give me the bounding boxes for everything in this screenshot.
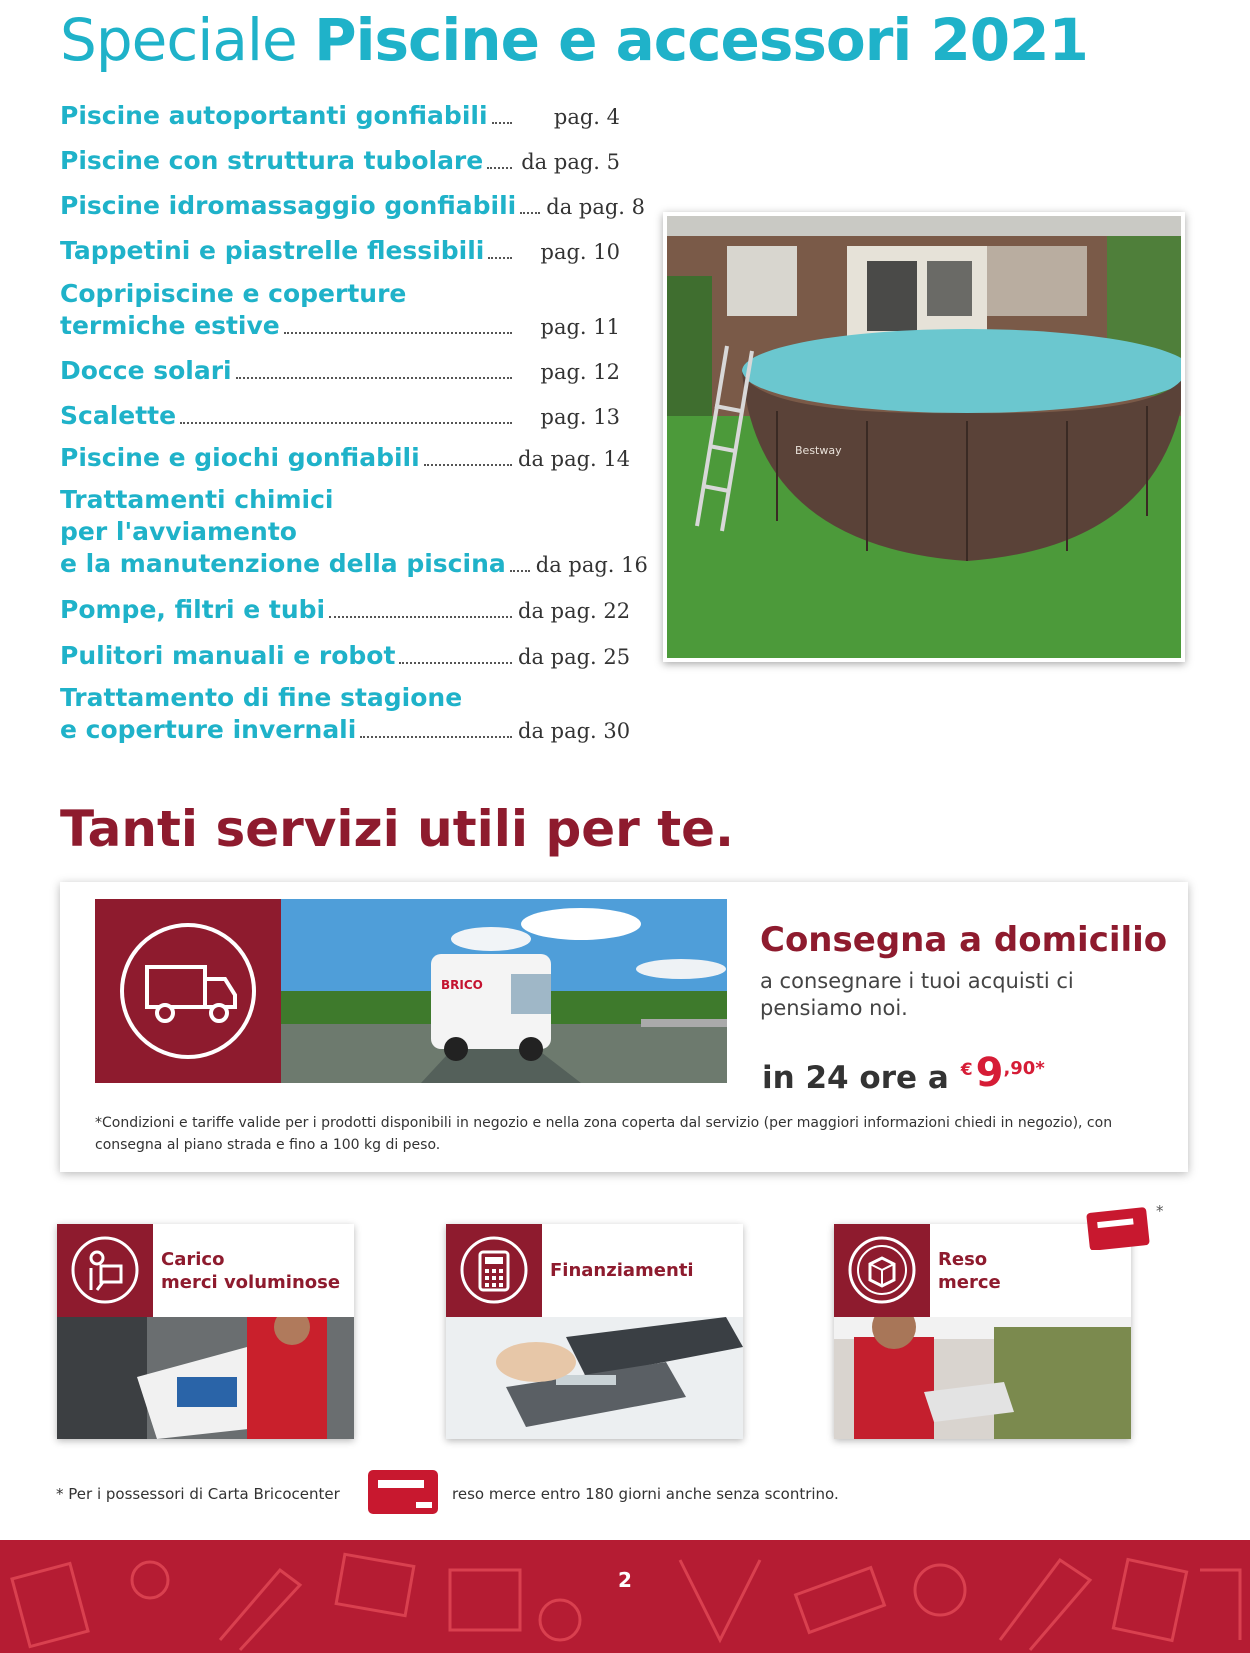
toc-page: da pag. 16 bbox=[535, 553, 648, 577]
toc-label: termiche estive bbox=[60, 311, 280, 340]
calculator-icon bbox=[446, 1224, 542, 1317]
toc-page: pag. 11 bbox=[540, 315, 620, 339]
title-light: Speciale bbox=[60, 6, 297, 74]
delivery-subtitle: a consegnare i tuoi acquisti ci pensiamo noi. bbox=[760, 969, 1074, 1020]
toc-leader bbox=[329, 616, 512, 618]
toc-label: Piscine idromassaggio gonfiabili bbox=[60, 191, 517, 220]
loyalty-card-image bbox=[366, 1468, 440, 1516]
toc-page: da pag. 22 bbox=[518, 599, 631, 623]
delivery-icon-box bbox=[95, 899, 281, 1083]
delivery-title: Consegna a domicilio bbox=[760, 920, 1168, 960]
toc-page: pag. 12 bbox=[540, 360, 620, 384]
toc-item[interactable] bbox=[60, 682, 631, 747]
toc-page: da pag. 14 bbox=[518, 447, 631, 471]
toc-label: Tappetini e piastrelle flessibili bbox=[60, 236, 485, 265]
toc-page: pag. 4 bbox=[553, 105, 620, 129]
toc-item[interactable] bbox=[60, 355, 620, 388]
footnote-left: * Per i possessori di Carta Bricocenter bbox=[56, 1485, 340, 1503]
toc-leader bbox=[520, 212, 540, 214]
service-label bbox=[938, 1248, 1128, 1294]
toc-item[interactable] bbox=[60, 100, 620, 133]
toc-leader bbox=[492, 122, 512, 124]
toc-leader bbox=[284, 332, 512, 334]
page-title bbox=[60, 6, 1088, 74]
icon-box bbox=[834, 1224, 930, 1317]
truck-icon bbox=[95, 899, 281, 1083]
toc-item[interactable] bbox=[60, 190, 646, 223]
toc-item[interactable] bbox=[60, 594, 631, 627]
toc-label: Copripiscine e coperture bbox=[60, 279, 407, 308]
toc-label: Docce solari bbox=[60, 356, 232, 385]
toc-label: Trattamento di fine stagione bbox=[60, 683, 463, 712]
toc-label: e la manutenzione della piscina bbox=[60, 549, 506, 578]
price-decimals: ,90* bbox=[1003, 1058, 1045, 1079]
sticker-asterisk: * bbox=[1156, 1202, 1164, 1220]
toc-leader bbox=[487, 167, 512, 169]
services-heading: Tanti servizi utili per te. bbox=[60, 800, 735, 858]
toc-item[interactable] bbox=[60, 235, 620, 268]
toc-label: Pulitori manuali e robot bbox=[60, 641, 396, 670]
service-label-line: merci voluminose bbox=[161, 1272, 341, 1293]
footnote-right: reso merce entro 180 giorni anche senza scontrino. bbox=[452, 1485, 839, 1503]
toc-page: da pag. 30 bbox=[518, 719, 631, 743]
loyalty-card-icon bbox=[1086, 1206, 1152, 1250]
pool-photo bbox=[663, 212, 1185, 662]
toc-item[interactable] bbox=[60, 640, 631, 673]
service-label-line: merce bbox=[938, 1272, 1001, 1293]
delivery-van-photo bbox=[281, 899, 727, 1083]
toc-label: Scalette bbox=[60, 401, 177, 430]
pool-brand-text: Bestway bbox=[795, 444, 842, 457]
van-brand-text: BRICO bbox=[441, 978, 483, 992]
toc-item[interactable] bbox=[60, 400, 620, 433]
icon-box bbox=[446, 1224, 542, 1317]
toc-leader bbox=[399, 662, 512, 664]
icon-box bbox=[57, 1224, 153, 1317]
title-bold: Piscine e accessori 2021 bbox=[314, 6, 1088, 74]
toc-leader bbox=[488, 257, 512, 259]
toc-page: pag. 13 bbox=[540, 405, 620, 429]
service-label-line: Finanziamenti bbox=[550, 1260, 694, 1281]
toc-leader bbox=[236, 377, 512, 379]
toc-label: Pompe, filtri e tubi bbox=[60, 595, 326, 624]
toc-item[interactable] bbox=[60, 278, 620, 343]
toc-item[interactable] bbox=[60, 484, 648, 581]
service-label bbox=[550, 1259, 740, 1282]
toc-label: e coperture invernali bbox=[60, 715, 357, 744]
footer-band bbox=[0, 1540, 1250, 1653]
service-label-line: Reso bbox=[938, 1249, 988, 1270]
toc-leader bbox=[510, 570, 530, 572]
toc-page: pag. 10 bbox=[540, 240, 620, 264]
toc-leader bbox=[180, 422, 512, 424]
service-photo-calculator bbox=[446, 1317, 743, 1439]
toc-label: Piscine autoportanti gonfiabili bbox=[60, 101, 488, 130]
tools-pattern bbox=[0, 1540, 1250, 1653]
price-integer: 9 bbox=[975, 1050, 1004, 1096]
loyalty-card-sticker bbox=[1086, 1206, 1152, 1250]
service-card-returns[interactable] bbox=[834, 1224, 1131, 1439]
toc-leader bbox=[360, 736, 512, 738]
toc-label: Piscine e giochi gonfiabili bbox=[60, 443, 420, 472]
service-photo-loading bbox=[57, 1317, 354, 1439]
toc-leader bbox=[424, 464, 512, 466]
page-number: 2 bbox=[618, 1568, 632, 1592]
delivery-conditions-note: *Condizioni e tariffe valide per i prodotti disponibili in negozio e nella zona coperta dal servizio (per maggiori informazioni chiedi in negozio), con consegna al piano strada e fino a 100 kg di peso. bbox=[95, 1115, 1113, 1153]
price-currency: € bbox=[960, 1060, 973, 1080]
service-card-bulky-load[interactable] bbox=[57, 1224, 354, 1439]
service-label bbox=[161, 1248, 351, 1294]
carry-box-icon bbox=[57, 1224, 153, 1317]
toc-page: da pag. 25 bbox=[518, 645, 631, 669]
toc-page: da pag. 8 bbox=[546, 195, 646, 219]
toc-item[interactable] bbox=[60, 145, 620, 178]
service-card-financing[interactable] bbox=[446, 1224, 743, 1439]
toc-label: per l'avviamento bbox=[60, 517, 297, 546]
toc-label: Piscine con struttura tubolare bbox=[60, 146, 484, 175]
service-label-line: Carico bbox=[161, 1249, 225, 1270]
pool-illustration bbox=[667, 216, 1181, 658]
delivery-service-card[interactable] bbox=[60, 882, 1188, 1172]
toc-page: da pag. 5 bbox=[521, 150, 620, 174]
return-box-icon bbox=[834, 1224, 930, 1317]
price-lead: in 24 ore a bbox=[762, 1060, 949, 1096]
loyalty-card-icon bbox=[366, 1468, 440, 1516]
toc-label: Trattamenti chimici bbox=[60, 485, 334, 514]
toc-item[interactable] bbox=[60, 442, 631, 475]
delivery-price bbox=[762, 1050, 1045, 1096]
service-photo-returns bbox=[834, 1317, 1131, 1439]
